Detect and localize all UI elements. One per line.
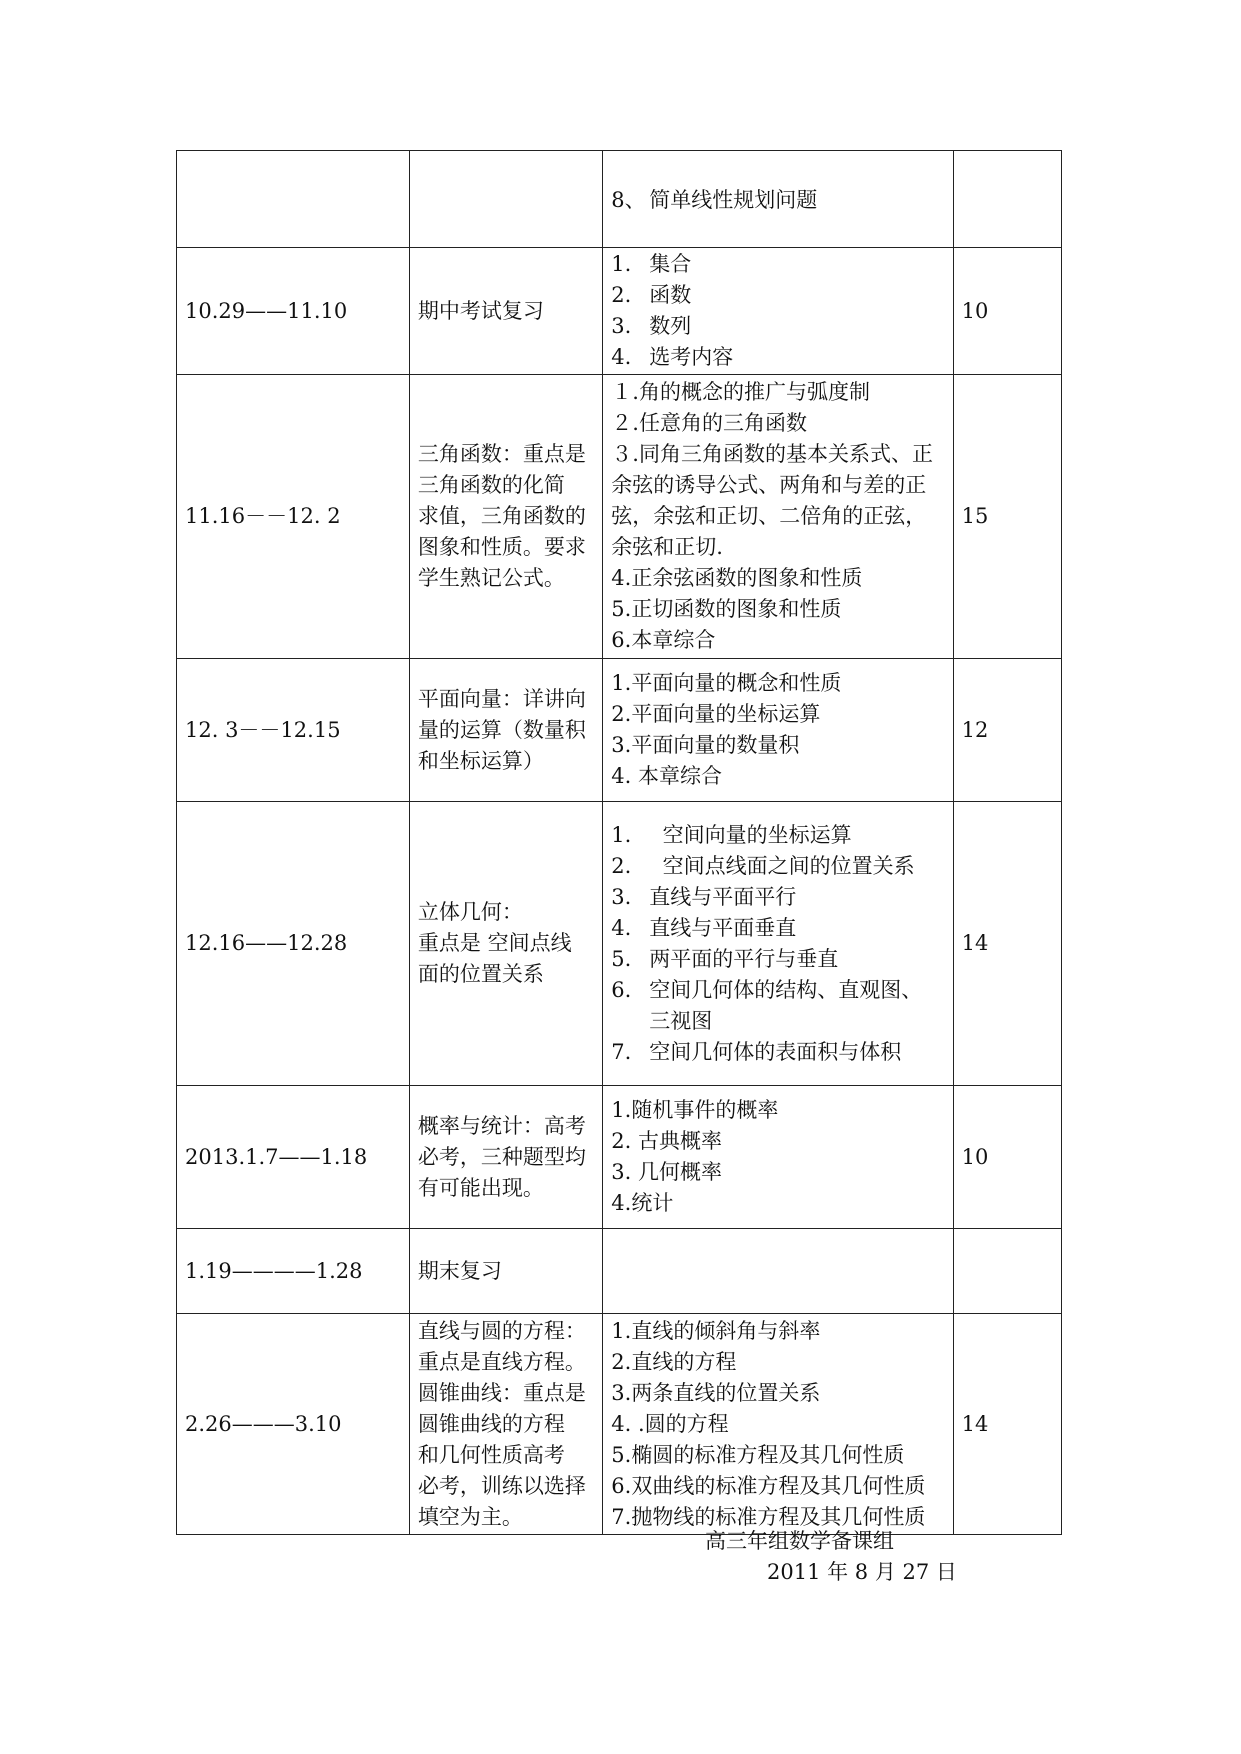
topic-cell bbox=[409, 802, 602, 1086]
item-text: 2.平面向量的坐标运算 bbox=[611, 702, 821, 726]
topic-line: 和坐标运算） bbox=[417, 748, 544, 773]
list-item bbox=[611, 944, 944, 975]
item-text: 选考内容 bbox=[649, 345, 734, 369]
item-number: 7. bbox=[611, 1039, 632, 1064]
topic-line: 填空为主。 bbox=[417, 1504, 523, 1529]
content-list bbox=[611, 1095, 944, 1219]
topic-line: 圆锥曲线：重点是 bbox=[417, 1380, 586, 1405]
topic-line: 期中考试复习 bbox=[417, 298, 544, 323]
item-number: 1. bbox=[611, 252, 632, 276]
date-range-cell: 12. 3－－12.15 bbox=[177, 659, 410, 802]
list-item bbox=[611, 1378, 944, 1409]
content-items-cell bbox=[603, 1314, 953, 1535]
item-number: 1. bbox=[611, 822, 632, 847]
table-row bbox=[177, 659, 1062, 802]
item-text: ３.同角三角函数的基本关系式、正 bbox=[611, 442, 933, 466]
topic-line: 直线与圆的方程： bbox=[417, 1318, 586, 1343]
item-text: 3.平面向量的数量积 bbox=[611, 733, 800, 757]
item-text: ２.任意角的三角函数 bbox=[611, 411, 807, 435]
item-number: 2. bbox=[611, 283, 632, 307]
hours-cell: 15 bbox=[953, 375, 1061, 659]
content-list bbox=[611, 1316, 944, 1533]
content-list bbox=[611, 820, 944, 1068]
topic-line: 面的位置关系 bbox=[417, 962, 544, 986]
topic-line: 三角函数：重点是 bbox=[417, 442, 586, 466]
topic-cell bbox=[409, 1314, 602, 1535]
hours-cell: 12 bbox=[953, 659, 1061, 802]
date-range-cell: 2013.1.7——1.18 bbox=[177, 1086, 410, 1229]
topic-line: 求值，三角函数的 bbox=[417, 504, 586, 528]
item-text: 3.两条直线的位置关系 bbox=[611, 1380, 821, 1405]
list-item bbox=[611, 501, 944, 532]
content-list bbox=[611, 377, 944, 656]
content-items-cell bbox=[603, 248, 953, 375]
topic-line: 必考，三种题型均 bbox=[417, 1144, 586, 1169]
table-row bbox=[177, 802, 1062, 1086]
item-text: 6.双曲线的标准方程及其几何性质 bbox=[611, 1473, 926, 1498]
item-text: 1.平面向量的概念和性质 bbox=[611, 671, 842, 695]
item-text: 两平面的平行与垂直 bbox=[649, 946, 839, 971]
item-text: 2. 古典概率 bbox=[611, 1129, 722, 1153]
list-item bbox=[611, 563, 944, 594]
list-item bbox=[611, 882, 944, 913]
hours-cell: 14 bbox=[953, 1314, 1061, 1535]
topic-cell bbox=[409, 1086, 602, 1229]
list-item bbox=[611, 913, 944, 944]
item-text: 3. 几何概率 bbox=[611, 1160, 722, 1184]
list-item bbox=[611, 1037, 944, 1068]
date-range-cell bbox=[177, 151, 410, 248]
signature-group: 高三年组数学备课组 bbox=[705, 1529, 894, 1553]
item-text: 2.直线的方程 bbox=[611, 1349, 737, 1374]
list-item bbox=[611, 1471, 944, 1502]
topic-line: 圆锥曲线的方程 bbox=[417, 1411, 565, 1436]
list-item bbox=[611, 1126, 944, 1157]
list-item bbox=[611, 1006, 944, 1037]
table-row bbox=[177, 1086, 1062, 1229]
item-text: 4. .圆的方程 bbox=[611, 1411, 729, 1436]
list-item bbox=[611, 1188, 944, 1219]
plan-table-body bbox=[177, 151, 1062, 1535]
hours-cell: 14 bbox=[953, 802, 1061, 1086]
item-text: 函数 bbox=[649, 283, 692, 307]
date-range-cell: 11.16－－12. 2 bbox=[177, 375, 410, 659]
date-range-cell: 10.29——11.10 bbox=[177, 248, 410, 375]
list-item bbox=[611, 1316, 944, 1347]
item-text: 1.直线的倾斜角与斜率 bbox=[611, 1318, 821, 1343]
list-item bbox=[611, 280, 944, 311]
list-item bbox=[611, 1409, 944, 1440]
teaching-plan-table bbox=[176, 150, 1062, 1535]
list-item bbox=[611, 1440, 944, 1471]
item-number: 4. bbox=[611, 345, 632, 369]
list-item bbox=[611, 730, 944, 761]
date-range-cell: 12.16——12.28 bbox=[177, 802, 410, 1086]
topic-cell bbox=[409, 659, 602, 802]
list-item bbox=[611, 594, 944, 625]
item-number: 8、 bbox=[611, 187, 646, 212]
topic-line: 和几何性质高考 bbox=[417, 1442, 565, 1467]
list-item bbox=[611, 408, 944, 439]
topic-cell bbox=[409, 248, 602, 375]
list-item bbox=[611, 185, 944, 216]
item-text: 集合 bbox=[649, 252, 692, 276]
item-number: 4. bbox=[611, 915, 632, 940]
list-item bbox=[611, 532, 944, 563]
item-number: 3. bbox=[611, 314, 632, 338]
list-item bbox=[611, 1347, 944, 1378]
content-items-cell bbox=[603, 802, 953, 1086]
list-item bbox=[611, 311, 944, 342]
topic-cell bbox=[409, 1229, 602, 1314]
topic-line: 重点是 空间点线 bbox=[417, 931, 572, 955]
item-text: 5.正切函数的图象和性质 bbox=[611, 597, 842, 621]
table-row bbox=[177, 1314, 1062, 1535]
list-item bbox=[611, 470, 944, 501]
topic-line: 有可能出现。 bbox=[417, 1175, 544, 1200]
list-item bbox=[611, 1095, 944, 1126]
list-item bbox=[611, 1157, 944, 1188]
topic-line: 期末复习 bbox=[417, 1258, 502, 1283]
topic-line: 学生熟记公式。 bbox=[417, 566, 565, 590]
list-item bbox=[611, 342, 944, 373]
item-number: 6. bbox=[611, 977, 632, 1002]
table-row bbox=[177, 1229, 1062, 1314]
item-text: 1.随机事件的概率 bbox=[611, 1098, 779, 1122]
list-item bbox=[611, 249, 944, 280]
table-row bbox=[177, 248, 1062, 375]
content-items-cell bbox=[603, 659, 953, 802]
content-list bbox=[611, 249, 944, 373]
topic-line: 立体几何： bbox=[417, 900, 523, 924]
hours-cell bbox=[953, 151, 1061, 248]
date-range-cell: 1.19————1.28 bbox=[177, 1229, 410, 1314]
item-text: 直线与平面垂直 bbox=[649, 915, 797, 940]
item-text: 弦，余弦和正切、二倍角的正弦， bbox=[611, 504, 927, 528]
topic-cell bbox=[409, 375, 602, 659]
topic-line: 概率与统计：高考 bbox=[417, 1113, 586, 1138]
topic-line: 量的运算（数量积 bbox=[417, 717, 586, 742]
signature-date: 2011 年 8 月 27 日 bbox=[767, 1560, 957, 1584]
item-text: １.角的概念的推广与弧度制 bbox=[611, 380, 870, 404]
content-list bbox=[611, 668, 944, 792]
list-item bbox=[611, 975, 944, 1006]
item-text: 简单线性规划问题 bbox=[649, 187, 818, 212]
item-text: 直线与平面平行 bbox=[649, 884, 797, 909]
item-text: 三视图 bbox=[649, 1008, 713, 1033]
hours-cell: 10 bbox=[953, 248, 1061, 375]
item-text: 余弦的诱导公式、两角和与差的正 bbox=[611, 473, 927, 497]
content-items-cell bbox=[603, 1229, 953, 1314]
list-item bbox=[611, 851, 944, 882]
item-text: 空间几何体的结构、直观图、 bbox=[649, 977, 923, 1002]
content-items-cell bbox=[603, 375, 953, 659]
item-number: 3. bbox=[611, 884, 632, 909]
item-number: 2. bbox=[611, 853, 632, 878]
item-text: 空间点线面之间的位置关系 bbox=[649, 853, 915, 878]
list-item bbox=[611, 439, 944, 470]
item-text: 空间向量的坐标运算 bbox=[649, 822, 852, 847]
topic-line: 重点是直线方程。 bbox=[417, 1349, 586, 1374]
content-items-cell bbox=[603, 151, 953, 248]
list-item bbox=[611, 625, 944, 656]
list-item bbox=[611, 699, 944, 730]
content-items-cell bbox=[603, 1086, 953, 1229]
item-text: 余弦和正切. bbox=[611, 535, 723, 559]
topic-line: 平面向量：详讲向 bbox=[417, 686, 586, 711]
date-range-cell: 2.26———3.10 bbox=[177, 1314, 410, 1535]
topic-line: 图象和性质。要求 bbox=[417, 535, 586, 559]
item-text: 4.正余弦函数的图象和性质 bbox=[611, 566, 863, 590]
list-item bbox=[611, 820, 944, 851]
item-number: 5. bbox=[611, 946, 632, 971]
table-row bbox=[177, 151, 1062, 248]
content-list bbox=[611, 185, 944, 216]
hours-cell bbox=[953, 1229, 1061, 1314]
hours-cell: 10 bbox=[953, 1086, 1061, 1229]
topic-line: 必考，训练以选择 bbox=[417, 1473, 586, 1498]
item-text: 空间几何体的表面积与体积 bbox=[649, 1039, 902, 1064]
list-item bbox=[611, 761, 944, 792]
item-text: 4. 本章综合 bbox=[611, 764, 722, 788]
topic-cell bbox=[409, 151, 602, 248]
item-text: 4.统计 bbox=[611, 1191, 674, 1215]
item-text: 6.本章综合 bbox=[611, 628, 716, 652]
item-text: 数列 bbox=[649, 314, 692, 338]
list-item bbox=[611, 668, 944, 699]
table-row bbox=[177, 375, 1062, 659]
item-text: 5.椭圆的标准方程及其几何性质 bbox=[611, 1442, 905, 1467]
list-item bbox=[611, 377, 944, 408]
topic-line: 三角函数的化简 bbox=[417, 473, 565, 497]
item-text: 7.抛物线的标准方程及其几何性质 bbox=[611, 1504, 926, 1529]
